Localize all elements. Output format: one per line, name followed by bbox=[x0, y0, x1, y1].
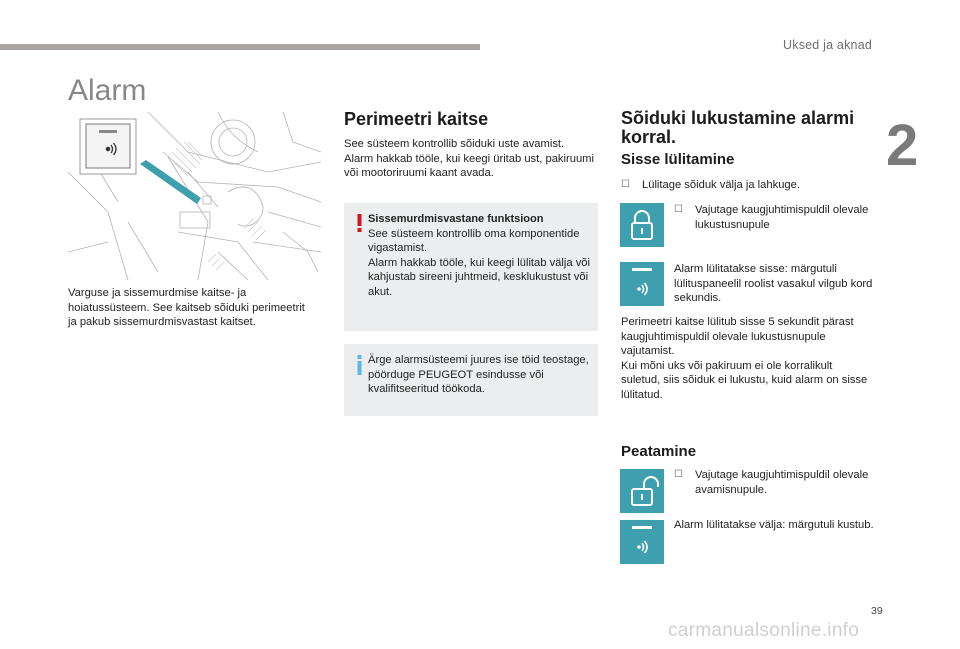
alarm-on-note: Perimeetri kaitse lülitub sisse 5 sekundit pärast kaugjuhtimispuldil olevale lukustusnupule vajutamist. Kui mõni uks või pakiruum ei ole korralikult suletud, siis sõiduk ei lukustu, kuid alarm on sisse lülitatud. bbox=[621, 316, 868, 401]
info-icon bbox=[356, 355, 363, 375]
exclamation-icon bbox=[356, 214, 363, 232]
checkbox-bullet-icon: ☐ bbox=[674, 204, 683, 215]
alarm-led bbox=[620, 520, 664, 564]
dashboard-illustration bbox=[68, 112, 321, 280]
locking-heading: Sõiduki lukustamine alarmi korral. bbox=[621, 108, 855, 147]
checkbox-bullet-icon: ☐ bbox=[674, 469, 683, 480]
section-label: Uksed ja aknad bbox=[783, 38, 872, 52]
alarm-led bbox=[620, 262, 664, 306]
perimeter-text: See süsteem kontrollib sõiduki uste avamist. Alarm hakkab tööle, kui keegi üritab ust, pakiruumi või mootoriruumi kaant avada. bbox=[344, 138, 594, 179]
padlock-locked-icon bbox=[620, 203, 664, 247]
switch-on-heading: Sisse lülitamine bbox=[621, 151, 735, 168]
intro-caption: Varguse ja sissemurdmise kaitse- ja hoiatussüsteem. See kaitseb sõiduki perimeetrit ja pakub sissemurdmisvastast kaitset. bbox=[68, 287, 305, 328]
info-box bbox=[344, 344, 598, 416]
watermark: carmanualsonline.info bbox=[668, 620, 860, 641]
chapter-number: 2 bbox=[886, 113, 919, 178]
warning-title: Sissemurdmisvastane funktsioon bbox=[368, 213, 544, 225]
lock-button bbox=[620, 203, 664, 247]
padlock-open-icon bbox=[620, 469, 664, 513]
alarm-on-status: Alarm lülitatakse sisse: märgutuli lülituspaneelil roolist vasakul vilgub kord sekundis. bbox=[674, 263, 873, 304]
warning-text: See süsteem kontrollib oma komponentide vigastamist. Alarm hakkab tööle, kui keegi lülitab välja või kahjustab sireeni juhtmeid, kesklukustust või akut. bbox=[368, 227, 591, 298]
bullet-text: Vajutage kaugjuhtimispuldil olevale lukustusnupule bbox=[695, 204, 869, 231]
unlock-button bbox=[620, 469, 664, 513]
page-number: 39 bbox=[871, 605, 883, 617]
checkbox-bullet-icon: ☐ bbox=[621, 179, 630, 190]
alarm-off-status: Alarm lülitatakse välja: märgutuli kustub. bbox=[674, 519, 874, 531]
page-title: Alarm bbox=[68, 74, 147, 107]
perimeter-heading: Perimeetri kaitse bbox=[344, 109, 489, 129]
bullet-text: Lülitage sõiduk välja ja lahkuge. bbox=[642, 179, 800, 191]
alarm-led-icon bbox=[620, 520, 664, 564]
info-text: Ärge alarmsüsteemi juures ise töid teostage, pöörduge PEUGEOT esindusse või kvalifitseeritud töökoda. bbox=[368, 354, 589, 395]
stop-heading: Peatamine bbox=[621, 443, 697, 460]
alarm-led-icon bbox=[620, 262, 664, 306]
bullet-text: Vajutage kaugjuhtimispuldil olevale avamisnupule. bbox=[695, 469, 869, 496]
header-bar bbox=[0, 44, 480, 50]
warning-box bbox=[344, 203, 598, 331]
